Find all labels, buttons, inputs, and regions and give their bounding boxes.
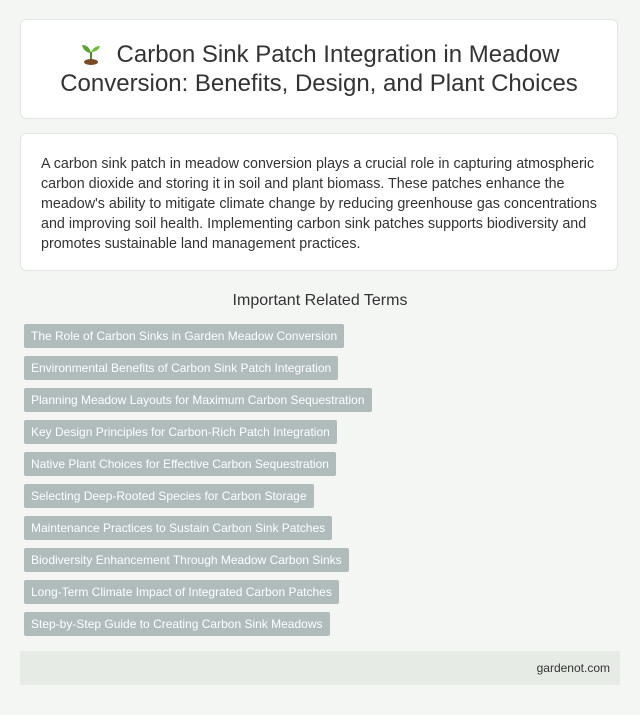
summary-card	[20, 133, 618, 271]
sprout-icon	[79, 41, 103, 65]
title-card	[20, 19, 618, 119]
page-title-text: Carbon Sink Patch Integration in Meadow Conversion: Benefits, Design, and Plant Choices	[60, 41, 578, 97]
site-name[interactable]: gardenot.com	[536, 661, 610, 675]
page-title	[49, 40, 589, 98]
related-term-tag[interactable]: Native Plant Choices for Effective Carbon Sequestration	[24, 452, 336, 476]
related-term-tag[interactable]: Biodiversity Enhancement Through Meadow Carbon Sinks	[24, 548, 349, 572]
related-terms-list	[24, 324, 372, 644]
related-term-tag[interactable]: Planning Meadow Layouts for Maximum Carbon Sequestration	[24, 388, 372, 412]
related-term-tag[interactable]: Long-Term Climate Impact of Integrated Carbon Patches	[24, 580, 339, 604]
related-term-tag[interactable]: The Role of Carbon Sinks in Garden Meadow Conversion	[24, 324, 344, 348]
related-terms-heading: Important Related Terms	[232, 292, 408, 309]
footer	[20, 651, 620, 685]
related-term-tag[interactable]: Maintenance Practices to Sustain Carbon Sink Patches	[24, 516, 332, 540]
summary-text: A carbon sink patch in meadow conversion plays a crucial role in capturing atmospheric carbon dioxide and storing it in soil and plant biomass. These patches enhance the meadow's ability to mitigate climate change by reducing greenhouse gas concentrations and improving soil health. Implementing carbon sink patches supports biodiversity and promotes sustainable land management practices.	[41, 156, 597, 252]
related-term-tag[interactable]: Environmental Benefits of Carbon Sink Patch Integration	[24, 356, 338, 380]
related-term-tag[interactable]: Step-by-Step Guide to Creating Carbon Sink Meadows	[24, 612, 330, 636]
related-term-tag[interactable]: Selecting Deep-Rooted Species for Carbon Storage	[24, 484, 314, 508]
related-term-tag[interactable]: Key Design Principles for Carbon-Rich Patch Integration	[24, 420, 337, 444]
